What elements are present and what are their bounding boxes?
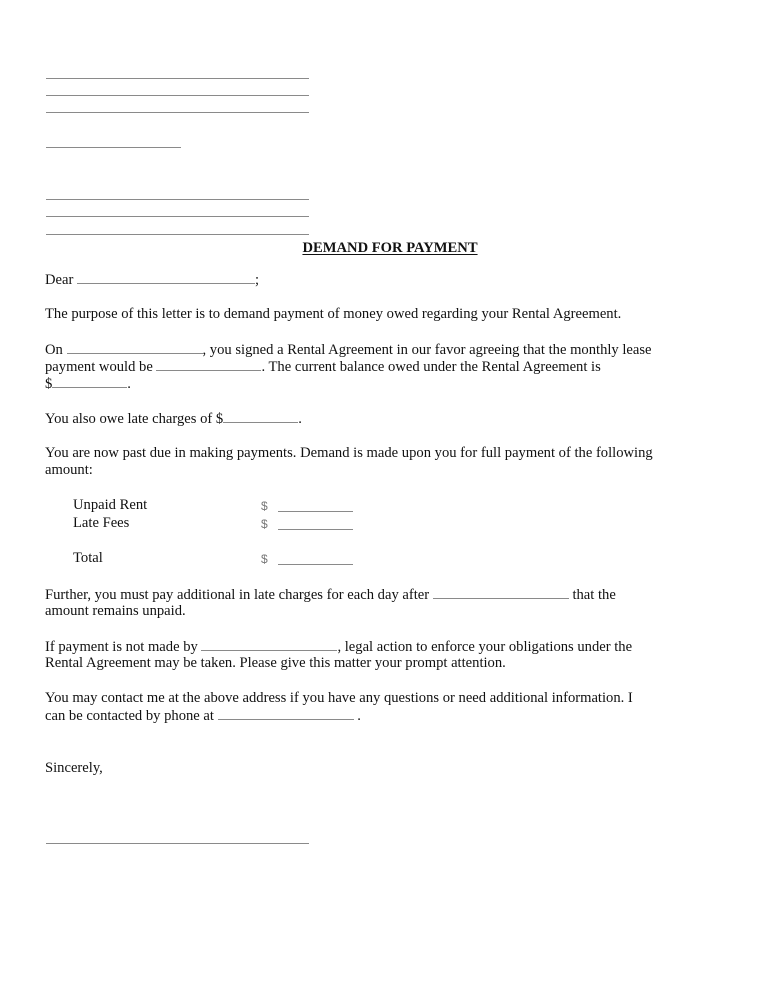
date-line[interactable] xyxy=(46,147,181,148)
paragraph-additional-line-2: amount remains unpaid. xyxy=(45,603,186,619)
paragraph-past-due-line-2: amount: xyxy=(45,462,93,478)
salutation-suffix: ; xyxy=(255,272,260,288)
text: Further, you must pay additional in late charges for each day after xyxy=(45,587,430,603)
text: . xyxy=(298,411,302,427)
paragraph-legal-line-1 xyxy=(45,638,632,656)
sender-address-line-3[interactable] xyxy=(46,112,309,113)
paragraph-contact-line-1: You may contact me at the above address if you have any questions or need additional information. I xyxy=(45,690,633,706)
document-title: DEMAND FOR PAYMENT xyxy=(302,240,478,256)
paragraph-past-due-line-1: You are now past due in making payments. Demand is made upon you for full payment of the following xyxy=(45,445,653,461)
text: that the xyxy=(572,587,616,603)
payment-deadline-blank[interactable] xyxy=(201,638,337,651)
dollar-sign: $ xyxy=(261,552,268,566)
dollar-sign: $ xyxy=(261,499,268,513)
text: On xyxy=(45,342,63,358)
signature-line[interactable] xyxy=(46,843,309,844)
text: payment would be xyxy=(45,359,153,375)
sender-address-line-1[interactable] xyxy=(46,78,309,79)
text: . xyxy=(357,708,361,724)
paragraph-agreement-line-3 xyxy=(45,375,131,393)
text: , you signed a Rental Agreement in our favor agreeing that the monthly lease xyxy=(202,342,652,358)
total-amount-blank[interactable] xyxy=(278,553,353,565)
late-charges-blank[interactable] xyxy=(223,410,298,423)
recipient-name-blank[interactable] xyxy=(77,271,255,284)
sender-address-line-2[interactable] xyxy=(46,95,309,96)
paragraph-late-charges xyxy=(45,410,302,428)
unpaid-rent-amount-blank[interactable] xyxy=(278,500,353,512)
text: You also owe late charges of $ xyxy=(45,411,224,427)
amount-label: Unpaid Rent xyxy=(73,497,148,513)
paragraph-agreement-line-2 xyxy=(45,358,601,376)
phone-number-blank[interactable] xyxy=(218,707,354,720)
paragraph-additional-line-1 xyxy=(45,586,616,604)
current-balance-blank[interactable] xyxy=(52,375,127,388)
amount-label: Total xyxy=(73,550,103,566)
text: If payment is not made by xyxy=(45,639,198,655)
recipient-address-line-3[interactable] xyxy=(46,234,309,235)
paragraph-legal-line-2: Rental Agreement may be taken. Please give this matter your prompt attention. xyxy=(45,655,506,671)
salutation-prefix: Dear xyxy=(45,272,74,288)
agreement-date-blank[interactable] xyxy=(67,341,203,354)
closing: Sincerely, xyxy=(45,760,103,776)
salutation xyxy=(45,271,259,289)
text: $ xyxy=(45,376,53,392)
text: , legal action to enforce your obligations under the xyxy=(337,639,633,655)
late-charge-start-date-blank[interactable] xyxy=(433,586,569,599)
text: can be contacted by phone at xyxy=(45,708,214,724)
paragraph-agreement-line-1 xyxy=(45,341,652,359)
recipient-address-line-2[interactable] xyxy=(46,216,309,217)
recipient-address-line-1[interactable] xyxy=(46,199,309,200)
dollar-sign: $ xyxy=(261,517,268,531)
text: . The current balance owed under the Rental Agreement is xyxy=(261,359,601,375)
text: . xyxy=(127,376,131,392)
paragraph-purpose: The purpose of this letter is to demand payment of money owed regarding your Rental Agreement. xyxy=(45,306,622,322)
amount-label: Late Fees xyxy=(73,515,130,531)
late-fees-amount-blank[interactable] xyxy=(278,518,353,530)
monthly-payment-blank[interactable] xyxy=(156,358,261,371)
paragraph-contact-line-2 xyxy=(45,707,361,725)
